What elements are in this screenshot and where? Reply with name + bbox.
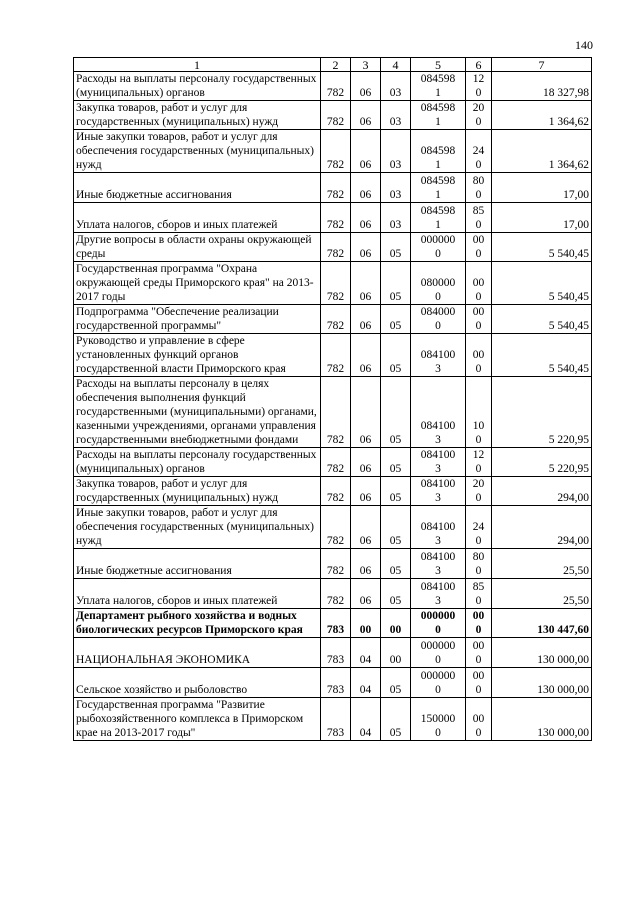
- row-name-cell: Государственная программа "Охрана окружающей среды Приморского края" на 2013-2017 годы: [74, 262, 321, 305]
- budget-table: [73, 57, 592, 741]
- expense-type-cell: 80 0: [466, 173, 492, 203]
- table-row: [74, 448, 592, 477]
- row-name-cell: Иные бюджетные ассигнования: [74, 173, 321, 203]
- row-name-cell: Иные закупки товаров, работ и услуг для обеспечения государственных (муниципальных) нужд: [74, 506, 321, 549]
- subsection-code-cell: 05: [381, 506, 411, 549]
- expense-type-cell: 00 0: [466, 638, 492, 668]
- expense-type-cell: 00 0: [466, 233, 492, 262]
- subsection-code-cell: 00: [381, 609, 411, 638]
- table-row: [74, 101, 592, 130]
- expense-type-cell: 00 0: [466, 609, 492, 638]
- subsection-code-cell: 03: [381, 72, 411, 101]
- row-name-cell: Сельское хозяйство и рыболовство: [74, 668, 321, 698]
- section-code-cell: 06: [351, 233, 381, 262]
- row-name-cell: Руководство и управление в сфере установленных функций органов государственной власти Приморского края: [74, 334, 321, 377]
- amount-cell: 130 000,00: [492, 698, 592, 741]
- expense-type-cell: 00 0: [466, 698, 492, 741]
- row-name-cell: Иные бюджетные ассигнования: [74, 549, 321, 579]
- amount-cell: 294,00: [492, 506, 592, 549]
- subsection-code-cell: 03: [381, 173, 411, 203]
- amount-cell: 1 364,62: [492, 130, 592, 173]
- column-header: 5: [411, 58, 466, 72]
- target-article-cell: 084100 3: [411, 477, 466, 506]
- table-row: [74, 477, 592, 506]
- subsection-code-cell: 05: [381, 668, 411, 698]
- section-code-cell: 06: [351, 334, 381, 377]
- section-code-cell: 04: [351, 698, 381, 741]
- row-name-cell: Другие вопросы в области охраны окружающей среды: [74, 233, 321, 262]
- section-code-cell: 06: [351, 377, 381, 448]
- table-row: [74, 579, 592, 609]
- expense-type-cell: 20 0: [466, 101, 492, 130]
- column-header: 2: [321, 58, 351, 72]
- table-row: [74, 506, 592, 549]
- admin-code-cell: 782: [321, 579, 351, 609]
- admin-code-cell: 782: [321, 377, 351, 448]
- section-code-cell: 00: [351, 609, 381, 638]
- table-row: [74, 698, 592, 741]
- subsection-code-cell: 03: [381, 130, 411, 173]
- target-article-cell: 084100 3: [411, 334, 466, 377]
- admin-code-cell: 782: [321, 305, 351, 334]
- expense-type-cell: 80 0: [466, 549, 492, 579]
- row-name-cell: Расходы на выплаты персоналу государственных (муниципальных) органов: [74, 448, 321, 477]
- table-row: [74, 668, 592, 698]
- expense-type-cell: 24 0: [466, 506, 492, 549]
- table-row: [74, 638, 592, 668]
- admin-code-cell: 782: [321, 173, 351, 203]
- table-row: [74, 334, 592, 377]
- subsection-code-cell: 05: [381, 549, 411, 579]
- target-article-cell: 084100 3: [411, 549, 466, 579]
- section-code-cell: 06: [351, 305, 381, 334]
- table-row: [74, 377, 592, 448]
- row-name-cell: Уплата налогов, сборов и иных платежей: [74, 579, 321, 609]
- row-name-cell: Расходы на выплаты персоналу государственных (муниципальных) органов: [74, 72, 321, 101]
- subsection-code-cell: 05: [381, 233, 411, 262]
- admin-code-cell: 782: [321, 101, 351, 130]
- section-code-cell: 04: [351, 638, 381, 668]
- amount-cell: 5 540,45: [492, 305, 592, 334]
- target-article-cell: 000000 0: [411, 609, 466, 638]
- table-header-row: [74, 58, 592, 72]
- section-code-cell: 06: [351, 173, 381, 203]
- section-code-cell: 06: [351, 579, 381, 609]
- expense-type-cell: 00 0: [466, 334, 492, 377]
- admin-code-cell: 783: [321, 698, 351, 741]
- table-row: [74, 72, 592, 101]
- admin-code-cell: 782: [321, 448, 351, 477]
- target-article-cell: 084100 3: [411, 377, 466, 448]
- amount-cell: 130 000,00: [492, 638, 592, 668]
- admin-code-cell: 783: [321, 609, 351, 638]
- section-code-cell: 06: [351, 262, 381, 305]
- subsection-code-cell: 05: [381, 305, 411, 334]
- subsection-code-cell: 00: [381, 638, 411, 668]
- amount-cell: 5 540,45: [492, 233, 592, 262]
- table-row: [74, 173, 592, 203]
- section-code-cell: 06: [351, 203, 381, 233]
- expense-type-cell: 24 0: [466, 130, 492, 173]
- amount-cell: 130 447,60: [492, 609, 592, 638]
- table-row: [74, 305, 592, 334]
- section-code-cell: 06: [351, 101, 381, 130]
- section-code-cell: 06: [351, 549, 381, 579]
- table-row: [74, 203, 592, 233]
- subsection-code-cell: 03: [381, 101, 411, 130]
- section-code-cell: 06: [351, 477, 381, 506]
- admin-code-cell: 782: [321, 477, 351, 506]
- admin-code-cell: 782: [321, 506, 351, 549]
- expense-type-cell: 85 0: [466, 579, 492, 609]
- row-name-cell: Департамент рыбного хозяйства и водных биологических ресурсов Приморского края: [74, 609, 321, 638]
- amount-cell: 130 000,00: [492, 668, 592, 698]
- target-article-cell: 080000 0: [411, 262, 466, 305]
- admin-code-cell: 782: [321, 130, 351, 173]
- amount-cell: 25,50: [492, 549, 592, 579]
- target-article-cell: 000000 0: [411, 638, 466, 668]
- row-name-cell: Иные закупки товаров, работ и услуг для обеспечения государственных (муниципальных) нужд: [74, 130, 321, 173]
- section-code-cell: 06: [351, 130, 381, 173]
- column-header: 3: [351, 58, 381, 72]
- target-article-cell: 084598 1: [411, 72, 466, 101]
- row-name-cell: Закупка товаров, работ и услуг для государственных (муниципальных) нужд: [74, 477, 321, 506]
- amount-cell: 294,00: [492, 477, 592, 506]
- target-article-cell: 084598 1: [411, 130, 466, 173]
- row-name-cell: Подпрограмма "Обеспечение реализации государственной программы": [74, 305, 321, 334]
- page-number: 140: [575, 38, 593, 52]
- amount-cell: 25,50: [492, 579, 592, 609]
- expense-type-cell: 85 0: [466, 203, 492, 233]
- admin-code-cell: 783: [321, 638, 351, 668]
- amount-cell: 18 327,98: [492, 72, 592, 101]
- subsection-code-cell: 05: [381, 698, 411, 741]
- expense-type-cell: 00 0: [466, 668, 492, 698]
- admin-code-cell: 782: [321, 203, 351, 233]
- target-article-cell: 084598 1: [411, 203, 466, 233]
- row-name-cell: Расходы на выплаты персоналу в целях обеспечения выполнения функций государственными (муниципальными) органами, казенными учреждениями, органами управления государственными внебюджетными фондами: [74, 377, 321, 448]
- admin-code-cell: 783: [321, 668, 351, 698]
- amount-cell: 17,00: [492, 173, 592, 203]
- amount-cell: 1 364,62: [492, 101, 592, 130]
- subsection-code-cell: 05: [381, 377, 411, 448]
- amount-cell: 5 540,45: [492, 334, 592, 377]
- amount-cell: 5 220,95: [492, 377, 592, 448]
- admin-code-cell: 782: [321, 549, 351, 579]
- table-row: [74, 233, 592, 262]
- table-row: [74, 609, 592, 638]
- admin-code-cell: 782: [321, 72, 351, 101]
- column-header: 1: [74, 58, 321, 72]
- row-name-cell: Уплата налогов, сборов и иных платежей: [74, 203, 321, 233]
- column-header: 6: [466, 58, 492, 72]
- expense-type-cell: 10 0: [466, 377, 492, 448]
- table-row: [74, 130, 592, 173]
- admin-code-cell: 782: [321, 233, 351, 262]
- expense-type-cell: 12 0: [466, 448, 492, 477]
- amount-cell: 17,00: [492, 203, 592, 233]
- table-row: [74, 549, 592, 579]
- target-article-cell: 084100 3: [411, 448, 466, 477]
- target-article-cell: 084100 3: [411, 579, 466, 609]
- section-code-cell: 04: [351, 668, 381, 698]
- target-article-cell: 084100 3: [411, 506, 466, 549]
- target-article-cell: 000000 0: [411, 668, 466, 698]
- column-header: 7: [492, 58, 592, 72]
- target-article-cell: 150000 0: [411, 698, 466, 741]
- subsection-code-cell: 05: [381, 334, 411, 377]
- section-code-cell: 06: [351, 448, 381, 477]
- section-code-cell: 06: [351, 506, 381, 549]
- table-row: [74, 262, 592, 305]
- subsection-code-cell: 03: [381, 203, 411, 233]
- row-name-cell: Государственная программа "Развитие рыбохозяйственного комплекса в Приморском крае на 2013-2017 годы": [74, 698, 321, 741]
- expense-type-cell: 00 0: [466, 305, 492, 334]
- column-header: 4: [381, 58, 411, 72]
- expense-type-cell: 20 0: [466, 477, 492, 506]
- table-body: [74, 72, 592, 741]
- section-code-cell: 06: [351, 72, 381, 101]
- subsection-code-cell: 05: [381, 579, 411, 609]
- subsection-code-cell: 05: [381, 262, 411, 305]
- expense-type-cell: 12 0: [466, 72, 492, 101]
- amount-cell: 5 220,95: [492, 448, 592, 477]
- subsection-code-cell: 05: [381, 448, 411, 477]
- target-article-cell: 000000 0: [411, 233, 466, 262]
- admin-code-cell: 782: [321, 334, 351, 377]
- row-name-cell: Закупка товаров, работ и услуг для государственных (муниципальных) нужд: [74, 101, 321, 130]
- target-article-cell: 084598 1: [411, 173, 466, 203]
- row-name-cell: НАЦИОНАЛЬНАЯ ЭКОНОМИКА: [74, 638, 321, 668]
- admin-code-cell: 782: [321, 262, 351, 305]
- target-article-cell: 084598 1: [411, 101, 466, 130]
- expense-type-cell: 00 0: [466, 262, 492, 305]
- subsection-code-cell: 05: [381, 477, 411, 506]
- amount-cell: 5 540,45: [492, 262, 592, 305]
- target-article-cell: 084000 0: [411, 305, 466, 334]
